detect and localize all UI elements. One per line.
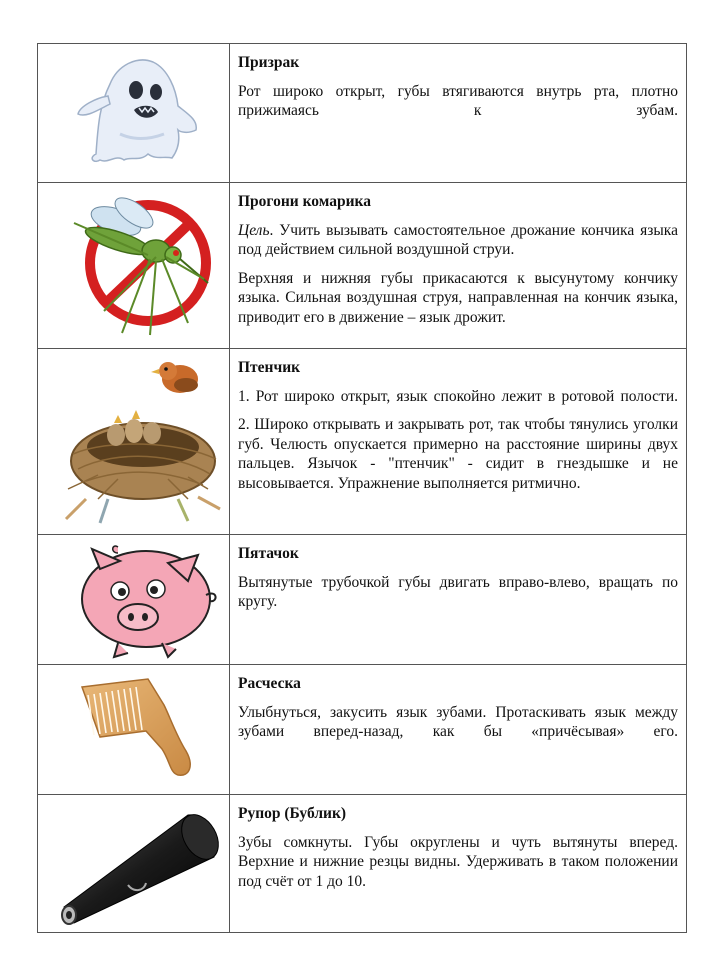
mosquito-icon	[38, 183, 229, 349]
goal-text: . Учить вызывать самостоятельное дрожание кончика языка под действием сильной воздушной струи.	[238, 221, 678, 258]
description-cell	[230, 795, 687, 933]
description-cell	[230, 349, 687, 535]
image-cell	[38, 535, 230, 665]
image-cell	[38, 349, 230, 535]
exercise-text: Зубы сомкнуты. Губы округлены и чуть вытянуты вперед. Верхние и нижние резцы видны. Удерживать в таком положении под счёт от 1 до 10.	[238, 833, 678, 890]
exercise-text: Улыбнуться, закусить язык зубами. Протаскивать язык между зубами вперед-назад, как бы «причёсывая» его.	[238, 703, 678, 740]
exercise-text: 2. Широко открывать и закрывать рот, так чтобы тянулись уголки губ. Челюсть опускается примерно на расстояние ширины двух пальцев. Язычок - "птенчик" - сидит в гнездышке и не высовывается. Упражнение выполняется ритмично.	[238, 416, 678, 492]
exercise-title: Пятачок	[238, 545, 299, 562]
exercise-text: Верхняя и нижняя губы прикасаются к высунутому кончику языка. Сильная воздушная струя, направленная на кончик языка, приводит его в движение – язык дрожит.	[238, 269, 678, 326]
table-row	[38, 183, 687, 349]
goal-label: Цель	[238, 221, 270, 239]
table-row	[38, 535, 687, 665]
bird-nest-icon	[38, 349, 229, 535]
exercise-title: Расческа	[238, 675, 301, 692]
comb-icon	[38, 665, 229, 795]
exercise-table	[37, 43, 687, 933]
table-row	[38, 349, 687, 535]
image-cell	[38, 183, 230, 349]
description-cell	[230, 44, 687, 183]
image-cell	[38, 44, 230, 183]
exercise-title: Птенчик	[238, 359, 301, 376]
image-cell	[38, 795, 230, 933]
exercise-text: Рот широко открыт, губы втягиваются внутрь рта, плотно прижимаясь к зубам.	[238, 82, 678, 119]
megaphone-icon	[38, 795, 229, 933]
exercise-title: Призрак	[238, 54, 300, 71]
pig-icon	[38, 535, 229, 665]
description-cell	[230, 535, 687, 665]
exercise-title: Рупор (Бублик)	[238, 805, 347, 822]
image-cell	[38, 665, 230, 795]
ghost-icon	[38, 44, 229, 183]
exercise-text: 1. Рот широко открыт, язык спокойно лежит в ротовой полости.	[238, 387, 678, 405]
description-cell	[230, 183, 687, 349]
table-row	[38, 44, 687, 183]
exercise-text: Вытянутые трубочкой губы двигать вправо-влево, вращать по кругу.	[238, 573, 678, 610]
exercise-goal	[238, 221, 678, 260]
table-row	[38, 665, 687, 795]
table-row	[38, 795, 687, 933]
exercise-title: Прогони комарика	[238, 193, 371, 210]
description-cell	[230, 665, 687, 795]
